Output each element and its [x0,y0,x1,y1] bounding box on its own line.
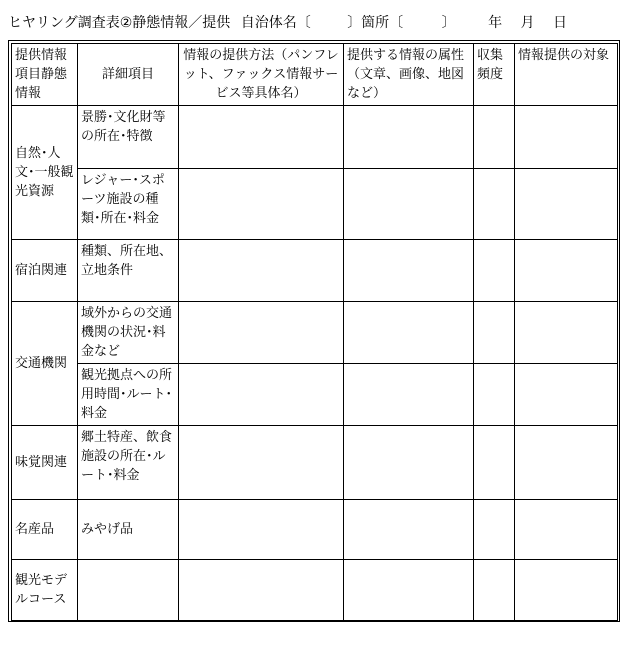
method-cell[interactable] [179,426,344,500]
table-row [12,302,618,364]
detail-course [78,560,179,621]
survey-table [11,43,618,621]
category-food: 味覚関連 [12,426,78,500]
category-souvenir: 名産品 [12,500,78,560]
attribute-cell[interactable] [344,240,474,302]
method-cell[interactable] [179,560,344,621]
day-label: 日 [553,15,567,31]
location-count-close: 〕 [441,15,456,31]
category-nature: 自然･人文･一般観光資源 [12,106,78,240]
municipality-label: 自治体名〔 [240,15,311,31]
year-label: 年 [488,15,503,31]
table-row [12,169,618,240]
month-label: 月 [520,15,535,31]
method-cell[interactable] [179,240,344,302]
detail-scenic: 景勝･文化財等の所在･特徴 [78,106,179,169]
document-title-line [8,13,628,33]
category-course: 観光モデルコース [12,560,78,621]
table-row [12,560,618,621]
frequency-cell[interactable] [474,106,515,169]
frequency-cell[interactable] [474,240,515,302]
target-cell[interactable] [515,106,618,169]
col-header-method: 情報の提供方法（パンフレット、ファックス情報サービス等具体名） [179,44,344,106]
attribute-cell[interactable] [344,302,474,364]
location-count-label: 〕箇所〔 [347,15,404,31]
col-header-detail: 詳細項目 [78,44,179,106]
col-header-category: 提供情報項目静態情報 [12,44,78,106]
frequency-cell[interactable] [474,560,515,621]
frequency-cell[interactable] [474,302,515,364]
attribute-cell[interactable] [344,106,474,169]
col-header-frequency: 収集頻度 [474,44,515,106]
target-cell[interactable] [515,500,618,560]
table-row [12,426,618,500]
method-cell[interactable] [179,302,344,364]
attribute-cell[interactable] [344,364,474,426]
header-row [12,44,618,106]
method-cell[interactable] [179,169,344,240]
target-cell[interactable] [515,364,618,426]
col-header-attribute: 提供する情報の属性（文章、画像、地図など） [344,44,474,106]
attribute-cell[interactable] [344,500,474,560]
col-header-target: 情報提供の対象 [515,44,618,106]
target-cell[interactable] [515,302,618,364]
frequency-cell[interactable] [474,426,515,500]
category-lodging: 宿泊関連 [12,240,78,302]
table-row [12,500,618,560]
attribute-cell[interactable] [344,426,474,500]
attribute-cell[interactable] [344,560,474,621]
attribute-cell[interactable] [344,169,474,240]
detail-souvenirs: みやげ品 [78,500,179,560]
detail-leisure: レジャー･スポーツ施設の種類･所在･料金 [78,169,179,240]
table-row [12,106,618,169]
target-cell[interactable] [515,560,618,621]
detail-lodging: 種類、所在地、立地条件 [78,240,179,302]
target-cell[interactable] [515,426,618,500]
table-row [12,240,618,302]
frequency-cell[interactable] [474,364,515,426]
category-transport: 交通機関 [12,302,78,426]
frequency-cell[interactable] [474,500,515,560]
method-cell[interactable] [179,364,344,426]
method-cell[interactable] [179,106,344,169]
target-cell[interactable] [515,169,618,240]
target-cell[interactable] [515,240,618,302]
table-row [12,364,618,426]
frequency-cell[interactable] [474,169,515,240]
detail-local-food: 郷土特産、飲食施設の所在･ルート･料金 [78,426,179,500]
method-cell[interactable] [179,500,344,560]
document-title: ヒヤリング調査表②静態情報／提供 [8,15,231,31]
detail-access-base: 観光拠点への所用時間･ルート･料金 [78,364,179,426]
detail-access-outside: 域外からの交通機関の状況･料金など [78,302,179,364]
